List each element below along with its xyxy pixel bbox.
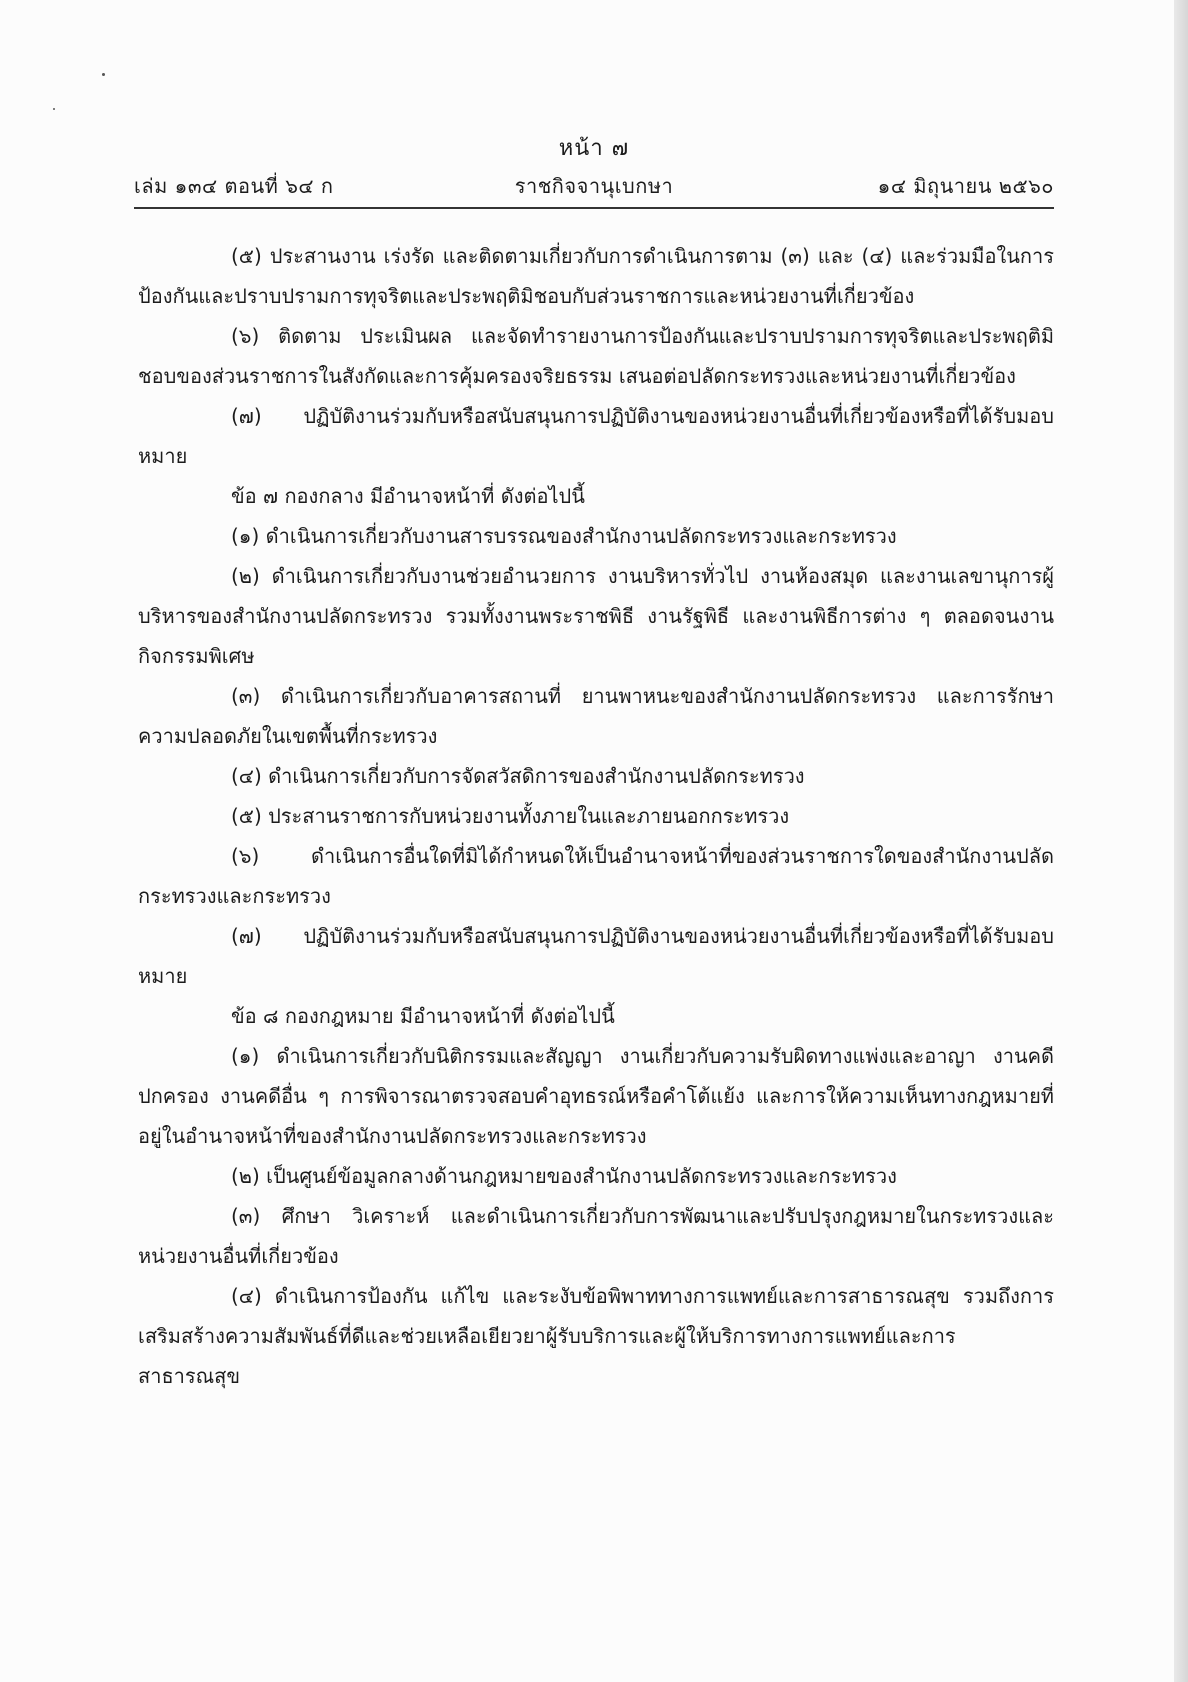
publication-title: ราชกิจจานุเบกษา (514, 174, 674, 198)
paragraph: (๔) ดำเนินการป้องกัน แก้ไข และระงับข้อพิพาททางการแพทย์และการสาธารณสุข รวมถึงการเสริมสร้างความสัมพันธ์ที่ดีและช่วยเหลือเยียวยาผู้รับบริการและผู้ให้บริการทางการแพทย์และการสาธารณสุข (138, 1284, 1054, 1388)
paragraph: (๖) ดำเนินการอื่นใดที่มิได้กำหนดให้เป็นอำนาจหน้าที่ของส่วนราชการใดของสำนักงานปลัดกระทรวงและกระทรวง (138, 844, 1054, 908)
paragraph: (๗) ปฏิบัติงานร่วมกับหรือสนับสนุนการปฏิบัติงานของหน่วยงานอื่นที่เกี่ยวข้องหรือที่ได้รับมอบหมาย (138, 924, 1054, 988)
page-number: หน้า ๗ (558, 136, 630, 161)
paragraph: (๓) ดำเนินการเกี่ยวกับอาคารสถานที่ ยานพาหนะของสำนักงานปลัดกระทรวง และการรักษาความปลอดภัยในเขตพื้นที่กระทรวง (138, 684, 1054, 748)
section-heading: ข้อ ๗ กองกลาง มีอำนาจหน้าที่ ดังต่อไปนี้ (231, 484, 585, 508)
scan-speck (53, 108, 55, 110)
paragraph: (๕) ประสานงาน เร่งรัด และติดตามเกี่ยวกับการดำเนินการตาม (๓) และ (๔) และร่วมมือในการป้องกันและปราบปรามการทุจริตและประพฤติมิชอบกับส่วนราชการและหน่วยงานที่เกี่ยวข้อง (138, 244, 1054, 308)
header-row (134, 170, 1054, 200)
volume-issue: เล่ม ๑๓๔ ตอนที่ ๖๔ ก (134, 174, 334, 198)
paragraph: (๑) ดำเนินการเกี่ยวกับนิติกรรมและสัญญา งานเกี่ยวกับความรับผิดทางแพ่งและอาญา งานคดีปกครอง งานคดีอื่น ๆ การพิจารณาตรวจสอบคำอุทธรณ์หรือคำโต้แย้ง และการให้ความเห็นทางกฎหมายที่อยู่ในอำนาจหน้าที่ของสำนักงานปลัดกระทรวงและกระทรวง (138, 1044, 1054, 1148)
paragraph: (๑) ดำเนินการเกี่ยวกับงานสารบรรณของสำนักงานปลัดกระทรวงและกระทรวง (231, 524, 897, 548)
header-divider (134, 207, 1054, 209)
paragraph: (๒) ดำเนินการเกี่ยวกับงานช่วยอำนวยการ งานบริหารทั่วไป งานห้องสมุด และงานเลขานุการผู้บริหารของสำนักงานปลัดกระทรวง รวมทั้งงานพระราชพิธี งานรัฐพิธี และงานพิธีการต่าง ๆ ตลอดจนงานกิจกรรมพิเศษ (138, 564, 1054, 668)
paragraph: (๗) ปฏิบัติงานร่วมกับหรือสนับสนุนการปฏิบัติงานของหน่วยงานอื่นที่เกี่ยวข้องหรือที่ได้รับมอบหมาย (138, 404, 1054, 468)
scan-edge-shadow (1174, 0, 1188, 1682)
scan-speck (102, 73, 105, 76)
gazette-header (134, 130, 1054, 210)
paragraph: (๖) ติดตาม ประเมินผล และจัดทำรายงานการป้องกันและปราบปรามการทุจริตและประพฤติมิชอบของส่วนราชการในสังกัดและการคุ้มครองจริยธรรม เสนอต่อปลัดกระทรวงและหน่วยงานที่เกี่ยวข้อง (138, 324, 1054, 388)
paragraph: (๕) ประสานราชการกับหน่วยงานทั้งภายในและภายนอกกระทรวง (231, 804, 790, 828)
paragraph: (๔) ดำเนินการเกี่ยวกับการจัดสวัสดิการของสำนักงานปลัดกระทรวง (231, 764, 805, 788)
section-heading: ข้อ ๘ กองกฎหมาย มีอำนาจหน้าที่ ดังต่อไปนี้ (231, 1004, 615, 1028)
paragraph: (๓) ศึกษา วิเคราะห์ และดำเนินการเกี่ยวกับการพัฒนาและปรับปรุงกฎหมายในกระทรวงและหน่วยงานอื่นที่เกี่ยวข้อง (138, 1204, 1054, 1268)
publication-date: ๑๔ มิถุนายน ๒๕๖๐ (877, 174, 1054, 198)
document-body (138, 236, 1054, 1396)
paragraph: (๒) เป็นศูนย์ข้อมูลกลางด้านกฎหมายของสำนักงานปลัดกระทรวงและกระทรวง (231, 1164, 897, 1188)
